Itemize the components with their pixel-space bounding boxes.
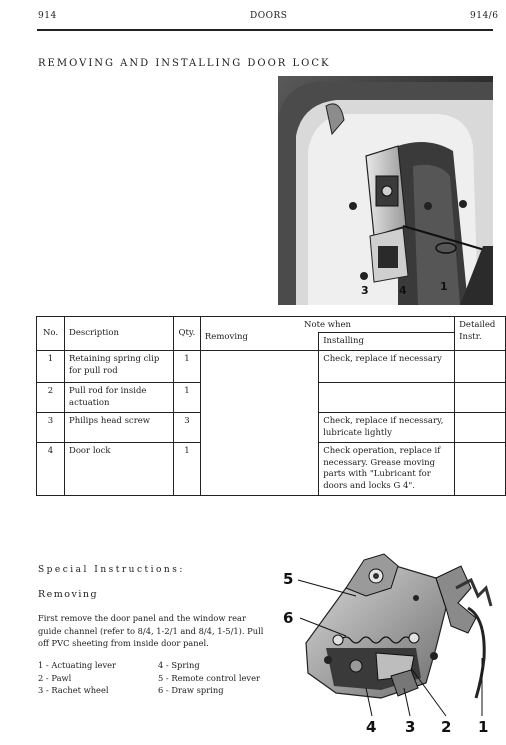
door-lock-illustration xyxy=(278,76,493,305)
row-removing xyxy=(200,351,318,496)
row-qty: 3 xyxy=(173,413,200,443)
photo1-callout-4: 4 xyxy=(399,284,407,297)
row-description: Pull rod for inside actuation xyxy=(65,383,174,413)
row-description: Philips head screw xyxy=(65,413,174,443)
header-no: No. xyxy=(37,317,65,351)
row-no: 3 xyxy=(37,413,65,443)
legend-item: 2 - Pawl xyxy=(38,672,72,683)
table-header-row xyxy=(37,317,506,333)
running-title: DOORS xyxy=(250,11,288,21)
row-detailed xyxy=(455,443,506,496)
photo1-callout-1: 1 xyxy=(440,280,448,293)
row-detailed xyxy=(455,351,506,383)
row-no: 1 xyxy=(37,351,65,383)
row-no: 2 xyxy=(37,383,65,413)
row-qty: 1 xyxy=(173,383,200,413)
header-rule xyxy=(37,29,493,31)
photo2-callout-3: 3 xyxy=(405,718,416,736)
lock-mechanism-illustration xyxy=(286,548,493,741)
removing-heading: Removing xyxy=(38,589,99,600)
row-qty: 1 xyxy=(173,443,200,496)
legend-item: 1 - Actuating lever xyxy=(38,660,117,670)
row-installing xyxy=(319,383,455,413)
parts-table xyxy=(36,316,506,496)
removing-paragraph: First remove the door panel and the window rear guide channel (refer to 8/4, 1-2/1 and 8/4, 1-5/1). Pull off PVC sheeting from inside door panel. xyxy=(38,613,264,648)
legend-item: 3 - Rachet wheel xyxy=(38,685,109,696)
page-number-left: 914 xyxy=(38,11,57,21)
row-qty: 1 xyxy=(173,351,200,383)
header-removing: Removing xyxy=(200,332,318,351)
photo2-callout-4: 4 xyxy=(366,718,377,736)
header-detailed: Detailed xyxy=(459,320,496,330)
row-description: Door lock xyxy=(65,443,174,496)
header-instr: Instr. xyxy=(459,331,482,342)
legend-item: 4 - Spring xyxy=(158,660,200,670)
legend-item: 6 - Draw spring xyxy=(158,685,224,696)
photo2-callout-1: 1 xyxy=(478,718,489,736)
photo2-callout-5: 5 xyxy=(283,570,294,588)
row-detailed xyxy=(455,383,506,413)
header-installing: Installing xyxy=(319,332,455,351)
legend-left xyxy=(38,659,116,697)
photo1-callout-3: 3 xyxy=(361,284,369,297)
header-note-when: Note when xyxy=(200,317,454,333)
row-description: Retaining spring clip for pull rod xyxy=(65,351,174,383)
lock-mechanism-photo xyxy=(283,548,493,741)
special-instructions-heading: Special Instructions: xyxy=(38,565,185,575)
header-description: Description xyxy=(65,317,174,351)
row-detailed xyxy=(455,413,506,443)
page-number-right: 914/6 xyxy=(470,11,499,21)
photo2-callout-2: 2 xyxy=(441,718,452,736)
section-title: REMOVING AND INSTALLING DOOR LOCK xyxy=(38,58,331,69)
photo2-callout-6: 6 xyxy=(283,609,294,627)
header-qty: Qty. xyxy=(173,317,200,351)
legend-item: 5 - Remote control lever xyxy=(158,672,260,683)
row-installing: Check, replace if necessary, lubricate lightly xyxy=(319,413,455,443)
header-detailed-instr xyxy=(455,317,506,351)
table-row xyxy=(37,351,506,383)
legend-right xyxy=(158,659,260,697)
door-lock-photo xyxy=(278,76,493,305)
row-installing: Check, replace if necessary xyxy=(319,351,455,383)
row-installing: Check operation, replace if necessary. Grease moving parts with "Lubricant for doors and locks G 4". xyxy=(319,443,455,496)
row-no: 4 xyxy=(37,443,65,496)
